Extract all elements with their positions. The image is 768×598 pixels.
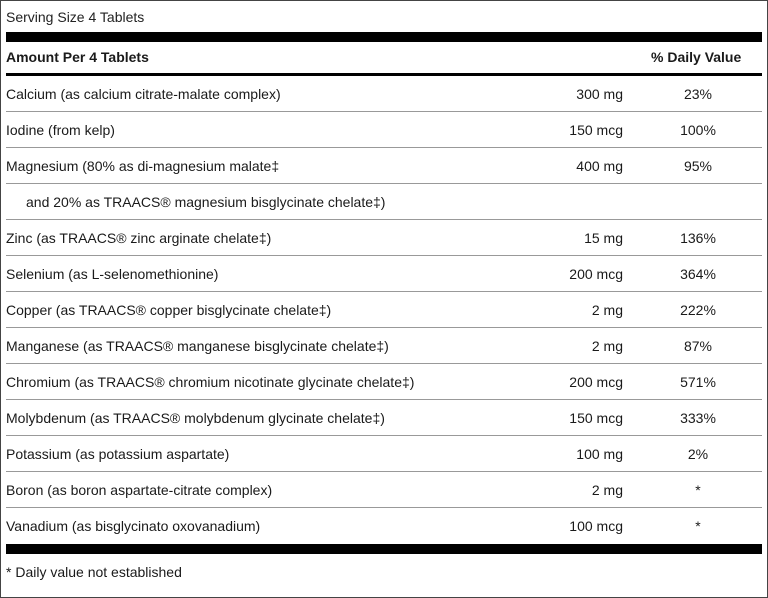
header-row bbox=[6, 43, 762, 73]
nutrient-daily-value: 23% bbox=[683, 86, 713, 102]
nutrient-amount: 100 mg bbox=[576, 446, 623, 462]
table-row bbox=[6, 220, 762, 256]
daily-value-header: % Daily Value bbox=[651, 49, 742, 65]
nutrient-amount: 100 mcg bbox=[569, 518, 623, 534]
nutrient-name: Copper (as TRAACS® copper bisglycinate chelate‡) bbox=[6, 302, 332, 318]
nutrient-amount: 2 mg bbox=[591, 482, 623, 498]
nutrient-daily-value: 364% bbox=[680, 266, 716, 282]
nutrient-name: Calcium (as calcium citrate-malate complex) bbox=[6, 86, 281, 102]
nutrient-amount: 400 mg bbox=[576, 158, 623, 174]
nutrient-amount: 15 mg bbox=[584, 230, 623, 246]
table-row bbox=[6, 328, 762, 364]
table-row bbox=[6, 184, 762, 220]
nutrient-name: Boron (as boron aspartate-citrate complex) bbox=[6, 482, 273, 498]
nutrient-daily-value: 95% bbox=[683, 158, 713, 174]
nutrient-amount: 150 mcg bbox=[569, 122, 623, 138]
nutrient-name: Zinc (as TRAACS® zinc arginate chelate‡) bbox=[6, 230, 272, 246]
table-row bbox=[6, 472, 762, 508]
nutrient-amount: 300 mg bbox=[576, 86, 623, 102]
serving-size: Serving Size 4 Tablets bbox=[6, 9, 145, 25]
table-row bbox=[6, 76, 762, 112]
nutrient-amount: 200 mcg bbox=[569, 266, 623, 282]
nutrient-daily-value: 136% bbox=[680, 230, 716, 246]
table-row bbox=[6, 508, 762, 544]
nutrient-amount: 2 mg bbox=[591, 302, 623, 318]
table-row bbox=[6, 400, 762, 436]
nutrient-amount: 2 mg bbox=[591, 338, 623, 354]
amount-per-header: Amount Per 4 Tablets bbox=[6, 49, 149, 65]
footnote: * Daily value not established bbox=[6, 564, 182, 580]
nutrient-name: Manganese (as TRAACS® manganese bisglycinate chelate‡) bbox=[6, 338, 389, 354]
nutrient-daily-value: 87% bbox=[683, 338, 713, 354]
nutrient-daily-value: * bbox=[695, 482, 701, 498]
nutrient-amount: 150 mcg bbox=[569, 410, 623, 426]
top-divider-bar bbox=[6, 32, 762, 42]
nutrient-name: Iodine (from kelp) bbox=[6, 122, 115, 138]
table-row bbox=[6, 292, 762, 328]
table-row bbox=[6, 436, 762, 472]
table-row bbox=[6, 112, 762, 148]
nutrient-daily-value: 571% bbox=[680, 374, 716, 390]
nutrient-daily-value: 333% bbox=[680, 410, 716, 426]
nutrient-name: Molybdenum (as TRAACS® molybdenum glycinate chelate‡) bbox=[6, 410, 385, 426]
table-row bbox=[6, 364, 762, 400]
nutrient-name: Potassium (as potassium aspartate) bbox=[6, 446, 230, 462]
nutrient-name: Chromium (as TRAACS® chromium nicotinate glycinate chelate‡) bbox=[6, 374, 415, 390]
nutrient-daily-value: 100% bbox=[680, 122, 716, 138]
nutrient-name: Selenium (as L-selenomethionine) bbox=[6, 266, 219, 282]
nutrient-daily-value: 2% bbox=[687, 446, 709, 462]
table-row bbox=[6, 148, 762, 184]
nutrient-name: and 20% as TRAACS® magnesium bisglycinate chelate‡) bbox=[26, 194, 386, 210]
nutrient-daily-value: * bbox=[695, 518, 701, 534]
nutrient-daily-value: 222% bbox=[680, 302, 716, 318]
nutrient-amount: 200 mcg bbox=[569, 374, 623, 390]
nutrient-table bbox=[6, 76, 762, 544]
nutrient-name: Magnesium (80% as di-magnesium malate‡ bbox=[6, 158, 280, 174]
bottom-divider-bar bbox=[6, 544, 762, 554]
nutrient-name: Vanadium (as bisglycinato oxovanadium) bbox=[6, 518, 261, 534]
table-row bbox=[6, 256, 762, 292]
